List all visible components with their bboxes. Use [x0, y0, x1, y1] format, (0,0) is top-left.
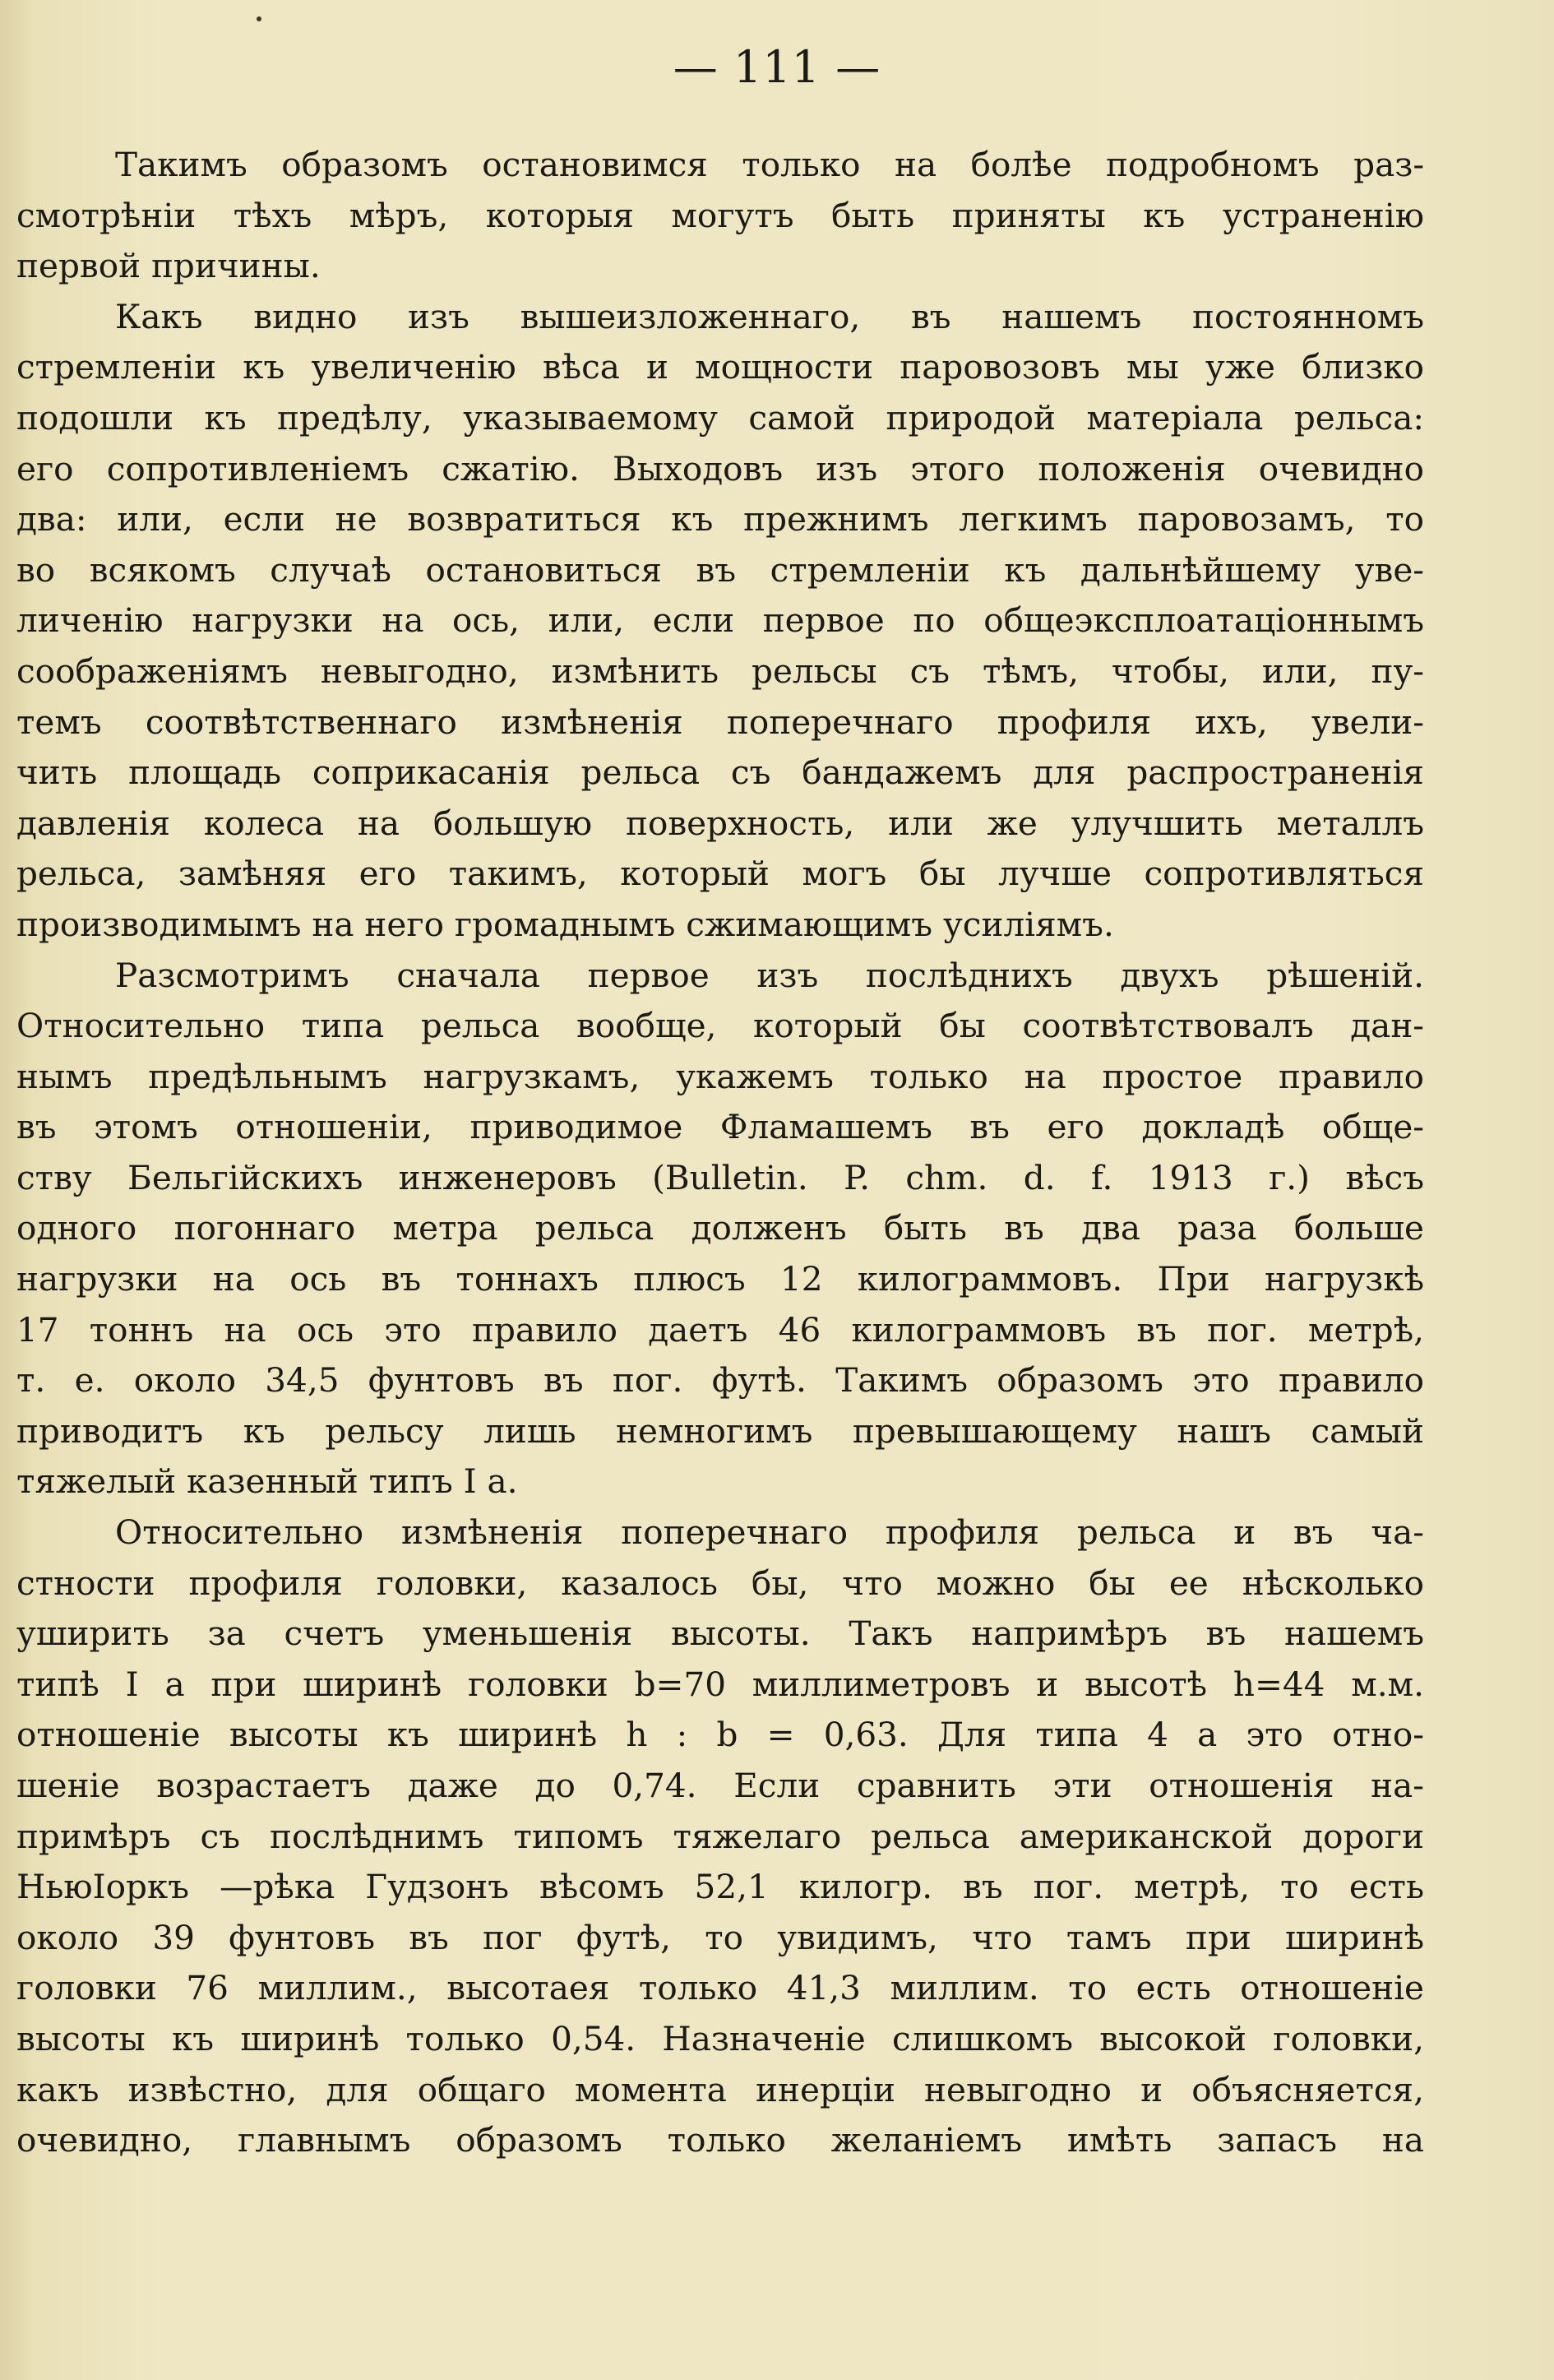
text-line: давленія колеса на большую поверхность, или же улучшить металлъ — [16, 803, 1424, 843]
text-line: его сопротивленіемъ сжатію. Выходовъ изъ этого положенія очевидно — [16, 448, 1424, 489]
text-line: какъ извѣстно, для общаго момента инерціи невыгодно и объясняется, — [16, 2069, 1424, 2109]
text-line: головки 76 миллим., высотаея только 41,3 миллим. то есть отношеніе — [16, 1968, 1424, 2008]
text-line: стремленіи къ увеличенію вѣса и мощности паровозовъ мы уже близко — [16, 347, 1424, 387]
text-line: первой причины. — [16, 246, 321, 286]
text-line: приводитъ къ рельсу лишь немногимъ превышающему нашъ самый — [16, 1410, 1424, 1451]
text-line: 17 тоннъ на ось это правило даетъ 46 килограммовъ въ пог. метрѣ, — [16, 1309, 1424, 1350]
text-line: нагрузки на ось въ тоннахъ плюсъ 12 килограммовъ. При нагрузкѣ — [16, 1259, 1424, 1299]
text-line: подошли къ предѣлу, указываемому самой природой матеріала рельса: — [16, 397, 1424, 438]
text-line: Какъ видно изъ вышеизложеннаго, въ нашемъ постоянномъ — [115, 296, 1424, 336]
text-line: Такимъ образомъ остановимся только на болѣе подробномъ раз- — [115, 145, 1424, 184]
paragraph-3 — [16, 951, 1424, 1508]
text-line: соображеніямъ невыгодно, измѣнить рельсы съ тѣмъ, чтобы, или, пу- — [16, 651, 1424, 691]
text-line: примѣръ съ послѣднимъ типомъ тяжелаго рельса американской дороги — [16, 1816, 1424, 1856]
text-line: высоты къ ширинѣ только 0,54. Назначеніе слишкомъ высокой головки, — [16, 2018, 1424, 2058]
text-line: Разсмотримъ сначала первое изъ послѣднихъ двухъ рѣшеній. — [115, 955, 1424, 995]
text-line: во всякомъ случаѣ остановиться въ стремленіи къ дальнѣйшему уве- — [16, 549, 1424, 590]
text-line: темъ соотвѣтственнаго измѣненія поперечнаго профиля ихъ, увели- — [16, 701, 1424, 742]
text-line: типѣ I а при ширинѣ головки b=70 миллиметровъ и высотѣ h=44 м.м. — [16, 1664, 1424, 1704]
text-line: въ этомъ отношеніи, приводимое Фламашемъ въ его докладѣ обще- — [16, 1107, 1424, 1147]
paragraph-1 — [16, 140, 1424, 292]
text-line: т. е. около 34,5 фунтовъ въ пог. футѣ. Такимъ образомъ это правило — [16, 1360, 1424, 1401]
paragraph-4 — [16, 1507, 1424, 2166]
text-line: производимымъ на него громаднымъ сжимающимъ усиліямъ. — [16, 904, 1114, 944]
text-line: рельса, замѣняя его такимъ, который могъ бы лучше сопротивляться — [16, 854, 1424, 894]
text-line: одного погоннаго метра рельса долженъ быть въ два раза больше — [16, 1208, 1424, 1248]
text-line: около 39 фунтовъ въ пог футѣ, то увидимъ, что тамъ при ширинѣ — [16, 1917, 1424, 1957]
paragraph-2 — [16, 292, 1424, 951]
text-line: отношеніе высоты къ ширинѣ h : b = 0,63. Для типа 4 а это отно- — [16, 1715, 1424, 1755]
text-line: нымъ предѣльнымъ нагрузкамъ, укажемъ только на простое правило — [16, 1056, 1424, 1096]
page-number: — 111 — — [673, 41, 881, 93]
text-line: тяжелый казенный типъ I а. — [16, 1461, 518, 1502]
text-line: уширить за счетъ уменьшенія высоты. Такъ напримѣръ въ нашемъ — [16, 1614, 1424, 1654]
print-speck — [257, 16, 261, 21]
text-line: чить площадь соприкасанія рельса съ бандажемъ для распространенія — [16, 752, 1424, 793]
body-text — [16, 140, 1424, 2166]
text-line: личенію нагрузки на ось, или, если первое по общеэксплоатаціоннымъ — [16, 600, 1424, 641]
text-line: два: или, если не возвратиться къ прежнимъ легкимъ паровозамъ, то — [16, 499, 1424, 539]
text-line: шеніе возрастаетъ даже до 0,74. Если сравнить эти отношенія на- — [16, 1766, 1424, 1805]
text-line: Относительно измѣненія поперечнаго профиля рельса и въ ча- — [115, 1512, 1424, 1553]
text-line: ству Бельгійскихъ инженеровъ (Bulletin. P. chm. d. f. 1913 г.) вѣсъ — [16, 1157, 1424, 1197]
text-line: смотрѣніи тѣхъ мѣръ, которыя могутъ быть приняты къ устраненію — [16, 195, 1424, 235]
text-line: НьюІоркъ —рѣка Гудзонъ вѣсомъ 52,1 килогр. въ пог. метрѣ, то есть — [16, 1867, 1424, 1907]
text-line: очевидно, главнымъ образомъ только желаніемъ имѣть запасъ на — [16, 2120, 1424, 2160]
text-line: Относительно типа рельса вообще, который бы соотвѣтствовалъ дан- — [16, 1006, 1424, 1046]
text-line: стности профиля головки, казалось бы, что можно бы ее нѣсколько — [16, 1563, 1424, 1603]
